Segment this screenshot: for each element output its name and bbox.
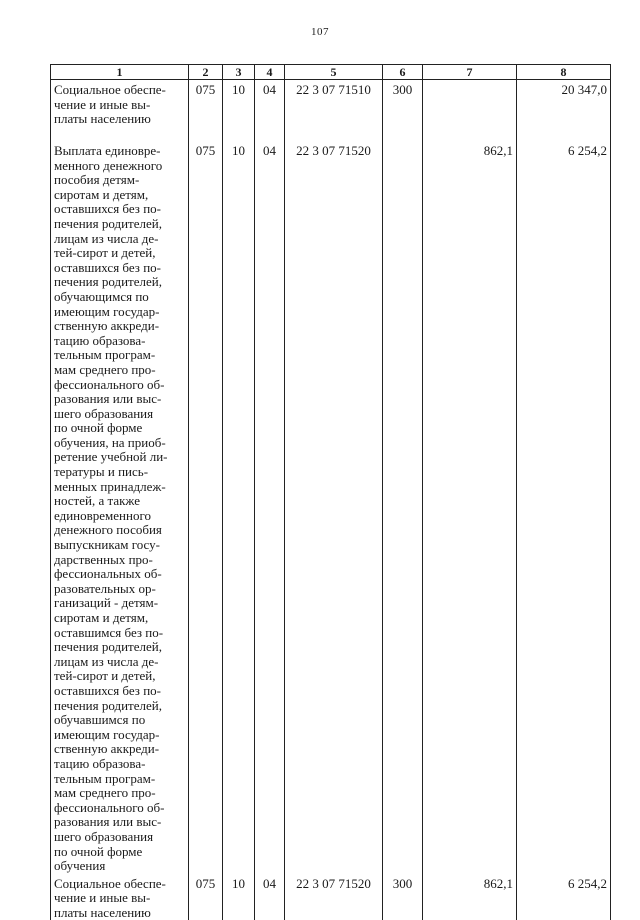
row-name: Социальное обеспе- чение и иные вы- платы населению: [54, 875, 166, 920]
target-article-cell: 22 3 07 71510: [285, 80, 383, 142]
table-header-row: [51, 65, 611, 80]
column-header-2: 2: [189, 65, 223, 80]
expense-type-cell: [383, 141, 423, 874]
expense-type-cell: 300: [383, 80, 423, 142]
row-name-cell: [51, 141, 189, 874]
column-header-1: 1: [51, 65, 189, 80]
subsection-code-cell: 04: [255, 141, 285, 874]
row-name-cell: [51, 874, 189, 920]
amount-col7-cell: [423, 80, 517, 142]
amount-col8-cell: 20 347,0: [517, 80, 611, 142]
page-number: 107: [311, 26, 329, 38]
subsection-code-cell: 04: [255, 80, 285, 142]
amount-col8-cell: 6 254,2: [517, 874, 611, 920]
row-name-cell: [51, 80, 189, 142]
target-article-cell: 22 3 07 71520: [285, 141, 383, 874]
amount-col7-cell: 862,1: [423, 874, 517, 920]
column-header-6: 6: [383, 65, 423, 80]
row-name: Выплата единовре- менного денежного пособия детям- сиротам и детям, оставшихся без по- печения родителей, лицам из числа де- тей-сирот и детей, оставшихся без по- печения родителей, обучающимся по имеющим государ- ственную аккреди- тацию образова- тельным програм- мам среднего про- фессионального об- разования или выс- шего образования по очной форме обучения, на приоб- ретение учебной ли- тературы и пись- менных принадлеж- ностей, а также единовременного денежного пособия выпускникам госу- дарственных про- фессиональных об- разовательных ор- ганизаций - детям- сиротам и детям, оставшимся без по- печения родителей, лицам из числа де- тей-сирот и детей, оставшихся без по- печения родителей, обучавшимся по имеющим государ- ственную аккреди- тацию образова- тельным програм- мам среднего про- фессионального об- разования или выс- шего образования по очной форме обучения: [54, 143, 168, 874]
column-header-5: 5: [285, 65, 383, 80]
ministry-code-cell: 075: [189, 874, 223, 920]
column-header-3: 3: [223, 65, 255, 80]
subsection-code-cell: 04: [255, 874, 285, 920]
amount-col7-cell: 862,1: [423, 141, 517, 874]
budget-table: [50, 64, 611, 920]
table-row: [51, 874, 611, 920]
row-name: Социальное обеспе- чение и иные вы- платы населению: [54, 82, 166, 127]
column-header-8: 8: [517, 65, 611, 80]
column-header-7: 7: [423, 65, 517, 80]
section-code-cell: 10: [223, 80, 255, 142]
amount-col8-cell: 6 254,2: [517, 141, 611, 874]
ministry-code-cell: 075: [189, 80, 223, 142]
ministry-code-cell: 075: [189, 141, 223, 874]
table-row: [51, 141, 611, 874]
column-header-4: 4: [255, 65, 285, 80]
expense-type-cell: 300: [383, 874, 423, 920]
target-article-cell: 22 3 07 71520: [285, 874, 383, 920]
section-code-cell: 10: [223, 874, 255, 920]
table-row: [51, 80, 611, 142]
section-code-cell: 10: [223, 141, 255, 874]
